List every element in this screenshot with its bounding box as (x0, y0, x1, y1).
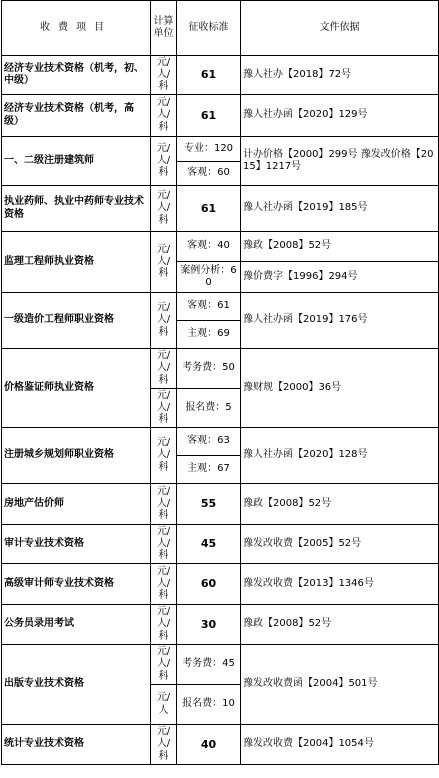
header-doc: 文件依据 (241, 1, 439, 56)
doc-cell: 豫人社办函【2020】128号 (241, 428, 439, 484)
fee-cell: 60 (177, 564, 241, 605)
header-item: 收费项目 (2, 1, 151, 56)
item-cell: 监理工程师执业资格 (2, 232, 151, 293)
item-cell: 审计专业技术资格 (2, 525, 151, 564)
item-cell: 注册城乡规划师职业资格 (2, 428, 151, 484)
unit-cell-a: 元/人/科 (151, 349, 177, 389)
unit-cell: 元/人/科 (151, 525, 177, 564)
fee-cell: 61 (177, 56, 241, 95)
table-row (2, 605, 439, 645)
item-cell: 统计专业技术资格 (2, 725, 151, 765)
doc-cell-b: 豫价费字【1996】294号 (241, 262, 439, 293)
table-row (2, 232, 439, 262)
unit-cell: 元/人/科 (151, 428, 177, 484)
fee-cell-b: 报名费：5 (177, 389, 241, 428)
fee-cell: 45 (177, 525, 241, 564)
doc-cell: 豫人社办函【2020】129号 (241, 95, 439, 137)
doc-cell: 豫发改收费【2005】52号 (241, 525, 439, 564)
unit-cell: 元/人/科 (151, 232, 177, 293)
item-cell: 经济专业技术资格（机考，高级） (2, 95, 151, 137)
item-cell: 高级审计师专业技术资格 (2, 564, 151, 605)
fee-cell: 30 (177, 605, 241, 645)
fee-cell-b: 案例分析：60 (177, 262, 241, 293)
fee-cell: 40 (177, 725, 241, 765)
header-unit: 计算单位 (151, 1, 177, 56)
doc-cell: 豫政【2008】52号 (241, 605, 439, 645)
unit-cell: 元/人/科 (151, 95, 177, 137)
doc-cell: 豫财规【2000】36号 (241, 349, 439, 428)
table-row (2, 137, 439, 162)
item-cell: 公务员录用考试 (2, 605, 151, 645)
doc-cell: 豫政【2008】52号 (241, 484, 439, 525)
fee-cell-a: 客观：61 (177, 293, 241, 321)
unit-cell: 元/人/科 (151, 725, 177, 765)
doc-cell: 豫人社办函【2019】185号 (241, 186, 439, 232)
fee-cell: 55 (177, 484, 241, 525)
table-row (2, 186, 439, 232)
table-row (2, 349, 439, 389)
fee-cell-a: 专业：120 (177, 137, 241, 162)
doc-cell: 豫发改收费函【2004】501号 (241, 645, 439, 725)
unit-cell: 元/人/科 (151, 137, 177, 186)
item-cell: 一级造价工程师职业资格 (2, 293, 151, 349)
unit-cell: 元/人/科 (151, 293, 177, 349)
fee-cell-b: 主观：69 (177, 321, 241, 349)
unit-cell: 元/人/科 (151, 564, 177, 605)
unit-cell: 元/人/科 (151, 484, 177, 525)
table-row (2, 525, 439, 564)
unit-cell: 元/人/科 (151, 56, 177, 95)
doc-cell-a: 豫政【2008】52号 (241, 232, 439, 262)
table-row (2, 484, 439, 525)
doc-cell: 豫发改收费【2004】1054号 (241, 725, 439, 765)
table-row (2, 725, 439, 765)
table-row (2, 564, 439, 605)
fee-cell-a: 考务费：45 (177, 645, 241, 685)
unit-cell: 元/人/科 (151, 186, 177, 232)
table-row (2, 56, 439, 95)
fee-cell-a: 客观：40 (177, 232, 241, 262)
unit-cell-b: 元/人/科 (151, 389, 177, 428)
table-row (2, 428, 439, 456)
fee-cell-a: 客观：63 (177, 428, 241, 456)
item-cell: 经济专业技术资格（机考，初、中级） (2, 56, 151, 95)
fee-cell-b: 报名费：10 (177, 685, 241, 725)
item-cell: 出版专业技术资格 (2, 645, 151, 725)
item-cell: 价格鉴证师执业资格 (2, 349, 151, 428)
fee-cell: 61 (177, 186, 241, 232)
doc-cell: 豫人社办函【2019】176号 (241, 293, 439, 349)
fee-cell-b: 主观：67 (177, 456, 241, 484)
fee-cell-b: 客观：60 (177, 162, 241, 186)
table-row (2, 95, 439, 137)
unit-cell-a: 元/人/科 (151, 645, 177, 685)
header-fee: 征收标准 (177, 1, 241, 56)
fee-standard-table (1, 0, 439, 765)
fee-cell-a: 考务费：50 (177, 349, 241, 389)
item-cell: 执业药师、执业中药师专业技术资格 (2, 186, 151, 232)
item-cell: 房地产估价师 (2, 484, 151, 525)
table-row (2, 645, 439, 685)
unit-cell: 元/人/科 (151, 605, 177, 645)
fee-cell: 61 (177, 95, 241, 137)
doc-cell: 计办价格【2000】299号 豫发改价格【2015】1217号 (241, 137, 439, 186)
table-row (2, 293, 439, 321)
table-header-row (2, 1, 439, 56)
unit-cell-b: 元/人 (151, 685, 177, 725)
item-cell: 一、二级注册建筑师 (2, 137, 151, 186)
doc-cell: 豫人社办【2018】72号 (241, 56, 439, 95)
doc-cell: 豫发改收费【2013】1346号 (241, 564, 439, 605)
